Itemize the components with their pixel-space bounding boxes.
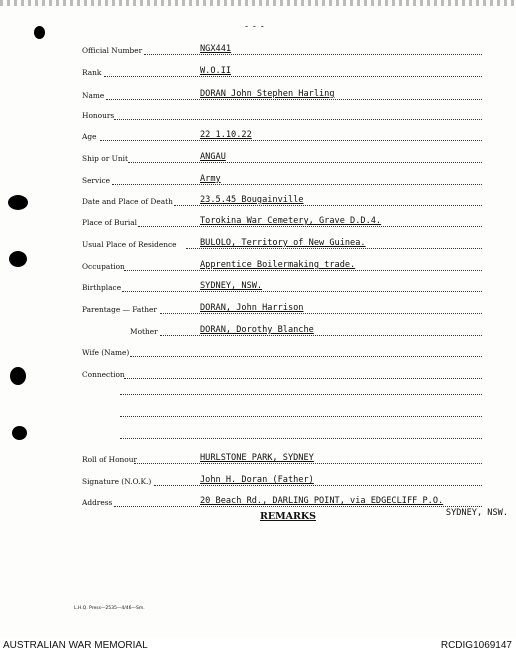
- print-footnote: L.H.Q. Press—2535—4/46—Sm.: [74, 606, 145, 611]
- value-place-of-burial: Torokina War Cemetery, Grave D.D.4.: [200, 216, 382, 226]
- label-address: Address: [82, 498, 113, 507]
- label-occupation: Occupation: [82, 262, 125, 271]
- value-signature: John H. Doran (Father): [200, 475, 314, 485]
- dotted-line: [154, 485, 482, 486]
- dotted-line: [134, 463, 482, 464]
- value-official-number: NGX441: [200, 44, 232, 54]
- value-age: 22 1.10.22: [200, 130, 252, 140]
- punch-hole-3: [10, 367, 26, 385]
- label-age: Age: [82, 132, 97, 141]
- label-wife: Wife (Name): [82, 348, 130, 357]
- connection-line-3: [120, 416, 482, 417]
- dotted-line: [186, 248, 482, 249]
- label-mother: Mother: [130, 327, 158, 336]
- punch-hole-1: [8, 195, 28, 210]
- label-roll-of-honour: Roll of Honour: [82, 455, 138, 464]
- field-name: [82, 87, 482, 101]
- field-age: [82, 128, 482, 142]
- dotted-line: [160, 335, 482, 336]
- field-occupation: [82, 258, 482, 272]
- punch-hole-2: [9, 251, 27, 267]
- dotted-line: [130, 356, 482, 357]
- label-name: Name: [82, 91, 105, 100]
- field-wife: [82, 344, 482, 358]
- footer-institution: AUSTRALIAN WAR MEMORIAL: [3, 640, 148, 651]
- label-date-place-death: Date and Place of Death: [82, 197, 173, 206]
- dotted-line: [124, 270, 482, 271]
- dotted-line: [144, 54, 482, 55]
- footer-record-id: RCDIG1069147: [440, 640, 512, 651]
- label-honours: Honours: [82, 111, 115, 120]
- connection-line-2: [120, 394, 482, 395]
- label-connection: Connection: [82, 370, 125, 379]
- connection-line-4: [120, 438, 482, 439]
- label-rank: Rank: [82, 68, 102, 77]
- dotted-line: [114, 506, 482, 507]
- field-connection: [82, 366, 482, 380]
- punch-hole-4: [12, 426, 27, 440]
- field-rank: [82, 64, 482, 78]
- dotted-line: [114, 119, 482, 120]
- value-address: 20 Beach Rd., DARLING POINT, via EDGECLIFF P.O.: [200, 496, 444, 506]
- field-signature: [82, 473, 482, 487]
- label-ship-or-unit: Ship or Unit: [82, 154, 128, 163]
- value-name: DORAN John Stephen Harling: [200, 89, 335, 99]
- value-birthplace: SYDNEY, NSW.: [200, 281, 263, 291]
- label-birthplace: Birthplace: [82, 283, 122, 292]
- dotted-line: [174, 205, 482, 206]
- dotted-line: [124, 378, 482, 379]
- value-occupation: Apprentice Boilermaking trade.: [200, 260, 356, 270]
- field-mother: [82, 323, 482, 337]
- value-rank: W.O.II: [200, 66, 232, 76]
- dotted-line: [128, 162, 482, 163]
- label-usual-residence: Usual Place of Residence: [82, 240, 177, 249]
- label-service: Service: [82, 176, 111, 185]
- value-roll-of-honour: HURLSTONE PARK, SYDNEY: [200, 453, 314, 463]
- label-signature: Signature (N.O.K.): [82, 477, 152, 486]
- field-place-of-burial: [82, 214, 482, 228]
- top-perforation: [0, 0, 516, 6]
- field-roll-of-honour: [82, 451, 482, 465]
- dotted-line: [106, 99, 482, 100]
- field-usual-residence: [82, 236, 482, 250]
- value-usual-residence: BULOLO, Territory of New Guinea.: [200, 238, 366, 248]
- value-service: Army: [200, 174, 221, 184]
- value-father: DORAN, John Harrison: [200, 303, 304, 313]
- field-birthplace: [82, 279, 482, 293]
- dotted-line: [160, 313, 482, 314]
- dotted-line: [138, 226, 482, 227]
- field-honours: [82, 107, 482, 121]
- remarks-heading: REMARKS: [260, 511, 317, 522]
- field-father: [82, 301, 482, 315]
- archive-footer: [0, 637, 516, 654]
- dotted-line: [100, 140, 482, 141]
- value-ship-or-unit: ANGAU: [200, 152, 226, 162]
- label-official-number: Official Number: [82, 46, 143, 55]
- field-date-place-death: [82, 193, 482, 207]
- dotted-line: [104, 76, 482, 77]
- label-father: Parentage — Father: [82, 305, 157, 314]
- value-date-place-death: 23.5.45 Bougainville: [200, 195, 304, 205]
- field-service: [82, 172, 482, 186]
- dotted-line: [112, 184, 482, 185]
- field-official-number: [82, 42, 482, 56]
- header-dashes: - - -: [245, 22, 265, 32]
- punch-hole-top: [34, 26, 45, 39]
- value-address-line2: SYDNEY, NSW.: [445, 508, 508, 518]
- value-mother: DORAN, Dorothy Blanche: [200, 325, 314, 335]
- dotted-line: [122, 291, 482, 292]
- field-ship-or-unit: [82, 150, 482, 164]
- label-place-of-burial: Place of Burial: [82, 218, 137, 227]
- field-address: [82, 494, 482, 508]
